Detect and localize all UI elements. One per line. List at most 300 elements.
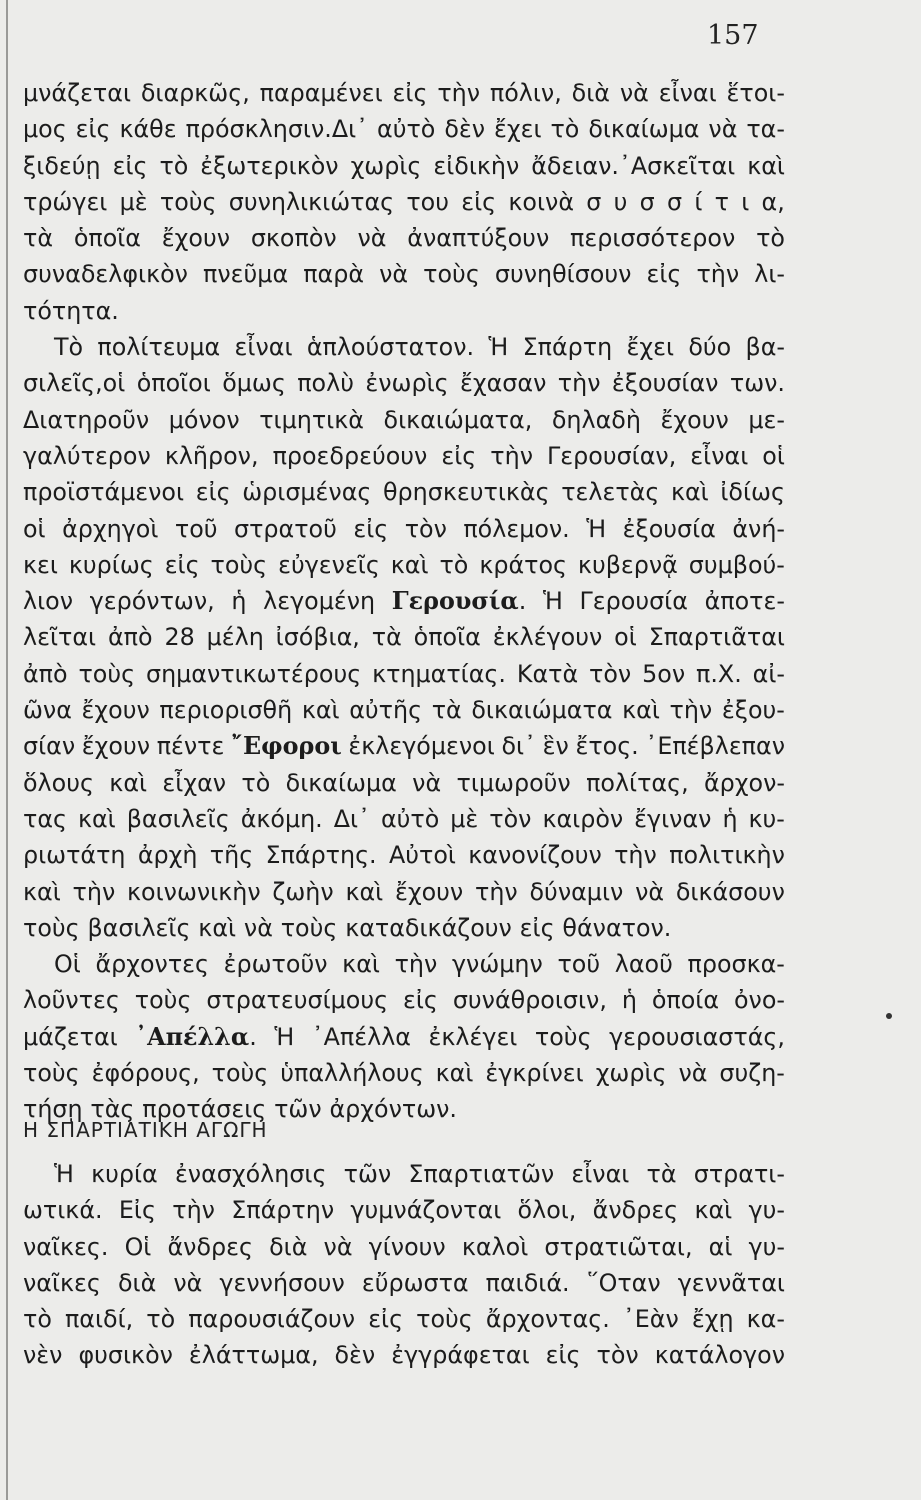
text-line [23,329,785,365]
word: βα- [745,333,785,362]
word: ἐρωτοῦν [223,950,328,979]
word: υ [613,187,628,216]
word: τὴν [557,369,601,398]
word: ὅλοι, [517,1196,577,1225]
word: τὴν [614,841,657,870]
word: διαρκῶς, [140,79,250,107]
word: ἐξουσίαν [611,369,719,398]
word: εἰς [403,986,438,1015]
word: καλοὶ [461,1232,529,1261]
word: εὔρωστα [361,1268,469,1297]
word: μος [23,115,67,144]
word: κυ- [748,804,785,833]
word: κράτος [479,550,567,579]
word: συνηθίσουν [494,260,632,289]
text-line [23,1019,785,1055]
stray-dot [886,1013,892,1019]
word: ριωτάτη [23,841,126,870]
word: τὰς [90,1095,135,1124]
word: ἄρχοντες [95,950,209,979]
text-line [23,874,785,910]
bold-term: ῎Εφοροι [231,732,342,761]
body-text-block-2 [23,1156,785,1374]
word: περισσότερον [570,224,736,253]
word: σ [586,187,602,216]
word: κει [23,550,58,579]
word: καὶ [109,768,148,797]
word: δικάσουν [675,877,785,906]
word: νὰ [173,1268,203,1297]
word: τα- [746,115,785,144]
word: συνάθροισιν, [452,986,607,1015]
word: νὰ [412,768,442,797]
word: ῞Οταν [586,1268,661,1297]
word: γερουσιαστάς, [609,1022,785,1051]
word: κτηματίας. [372,659,506,688]
word: νὰ [379,260,409,289]
text-line [23,293,785,329]
word: ἡ [621,986,637,1015]
text-line [23,583,785,619]
word: προεδρεύουν [272,441,428,470]
word: ἡ [231,587,247,616]
word: κλῆρον, [164,441,259,470]
word: ὁποῖα [413,623,481,652]
word: πρόσκλησιν.Δι᾽ [185,115,369,144]
word: τὸ [756,224,785,253]
word: ἐνασχόλησις [174,1160,327,1188]
word: ναῖκες. [23,1232,109,1261]
word: ἰδίως [720,478,785,507]
word: δικαίωμα [285,768,397,797]
bold-term: Γερουσία [391,587,519,616]
word: χωρὶς [350,151,422,180]
word: ἀπὸ [107,623,153,652]
word: ἐγκρίνει [485,1059,584,1088]
word: καὶ [198,913,237,942]
word: τιμητικὰ [259,405,364,434]
word: καὶ [694,1196,733,1225]
text-line [23,438,785,474]
word: ἰσόβια, [275,623,360,652]
word: ἄνδρες [167,1232,253,1261]
word: σημαντικωτέρους [145,659,362,688]
word: συμβού- [688,550,785,579]
text-line [23,365,785,401]
word: ὅμως [222,369,286,398]
word: ἐξωτερικὸν [200,151,339,180]
word: πέντε [156,732,225,761]
word: τὸ [159,151,189,180]
word: εἰς [461,187,497,216]
word: στρατοῦ [234,514,337,543]
word: διὰ [117,1268,157,1297]
word: ἀπὸ [23,659,68,688]
word: σίαν [23,732,76,761]
word: δικαίωμα [588,115,700,144]
word: ᾽Επέβλεπαν [645,732,785,761]
word: κοινωνικὴν [127,877,261,906]
word: τοὺς [159,187,217,216]
word: ἀκόμη. [240,804,323,833]
word: πολιτικὴν [669,841,785,870]
word: αὐτὸ [380,804,440,833]
word: Σπαρτιατῶν [408,1160,555,1188]
word: εἰς [195,478,231,507]
word: Ἡ [542,587,563,616]
word: ἔχῃ [691,1305,734,1334]
word: Ἡ [54,1160,74,1188]
word: τὸ [550,115,580,144]
word: οἱ [614,623,637,652]
word: ὅλους [23,768,94,797]
word: τὴν [437,79,481,107]
word: τας [23,804,67,833]
word: ἐκλεγόμενοι [348,732,495,761]
word: καὶ [301,696,340,725]
word: λεῖται [23,623,97,652]
word: οἱ [762,441,785,470]
word: τοὺς [210,550,268,579]
word: διὰ [571,79,610,107]
word: Σπαρτιᾶται [648,623,785,652]
word: δι᾽ [501,732,536,761]
word: κανονίζουν [468,841,602,870]
text-line [23,547,785,583]
word: τοῦ [557,950,601,979]
word: ὁποῖοι [136,369,211,398]
text-line [23,982,785,1018]
text-line [23,946,785,982]
word: στρατι- [693,1160,785,1188]
word: τὸ [146,1305,176,1334]
word: καὶ [747,151,785,180]
word: ναῖκες [23,1268,101,1297]
word: ἔχει [493,115,542,144]
word: Γερουσία [579,587,688,616]
word: δηλαδὴ [551,405,641,434]
word: 5ον [642,659,686,688]
word: παιδί, [64,1305,134,1334]
word: χωρὶς [595,1059,667,1088]
word: ἔχει [626,333,675,362]
word: τὰ [646,1160,677,1188]
word: καὶ [435,1059,474,1088]
word: τοὺς [416,1305,473,1334]
word: τὴν [394,950,438,979]
word: γερόντων, [89,587,215,616]
word: λεγομένη [263,587,376,616]
word: τὴν [696,260,740,289]
word: τήσῃ [23,1095,83,1124]
word: τὸ [23,1305,52,1334]
word: λι- [754,260,785,289]
word: εἰς [441,441,477,470]
word: ἄρχοντας. [485,1305,610,1334]
word: ἔχασαν [460,369,547,398]
word: κάθε [119,115,177,144]
word: τὸ [439,550,469,579]
bold-term: ᾽Απέλλα [135,1022,250,1051]
word: ἐξου- [721,696,785,725]
text-line [23,474,785,510]
text-line [23,111,785,147]
word: σκοπὸν [250,224,337,253]
word: σιλεῖς,οἱ [23,369,126,398]
word: νὰ [357,224,387,253]
word: ῶνα [23,696,72,725]
word: ωτικά. [23,1196,103,1225]
word: ἄδειαν.᾽Ασκεῖται [531,151,736,180]
word: παρὰ [303,260,365,289]
text-line [23,148,785,184]
word: τρώγει [23,187,108,216]
text-line [23,402,785,438]
word: τὴν [475,877,518,906]
word: τότητα. [23,296,119,325]
word: τελετὰς [561,478,660,507]
text-line [23,1192,785,1228]
word: τοὺς [280,913,338,942]
word: εἶναι [658,79,717,107]
word: με- [748,405,785,434]
word: βασιλεῖς [126,804,230,833]
word: τ [714,187,729,216]
text-line [23,1337,785,1373]
word: γίνουν [368,1232,446,1261]
word: πνεῦμα [203,260,289,289]
word: μὲ [119,187,148,216]
text-line [23,220,785,256]
text-line [23,728,785,764]
word: δύο [688,333,732,362]
text-line [23,801,785,837]
word: τῶν [343,1160,392,1188]
word: συζη- [719,1059,785,1088]
word: μόνον [168,405,240,434]
word: συναδελφικὸν [23,260,188,289]
page-number: 157 [707,20,759,51]
word: πόλεμον. [463,514,570,543]
word: Αὐτοὶ [388,841,456,870]
word: γαλύτερον [23,441,151,470]
body-text-block-1 [23,75,785,1128]
word: τοὺς [423,260,480,289]
word: Σπάρτη [522,333,613,362]
text-line [23,619,785,655]
word: αἱ [708,1232,733,1261]
word: Δι᾽ [333,804,370,833]
word: ἔτος. [575,732,639,761]
word: ἐγγράφεται [391,1341,530,1370]
word: τὰ [371,623,402,652]
word: εἰς [545,1341,581,1370]
word: Διατηροῦν [23,405,150,434]
word: εἶναι [234,333,293,362]
word [231,728,342,764]
word: ὑπαλλήλους [280,1059,424,1088]
word: ὀνο- [733,986,785,1015]
word: προσκα- [687,950,785,979]
word: τῆς [209,841,254,870]
word: εὐγενεῖς [278,550,380,579]
word: νὰ [323,1232,353,1261]
word: συνηλικιώτας [228,187,395,216]
word: α, [761,187,785,216]
word: καιρὸν [542,804,624,833]
text-line [23,910,785,946]
word: Εἰς [118,1196,156,1225]
word: κατάλογον [654,1341,785,1370]
word: ἐλάττωμα, [188,1341,319,1370]
word: 28 [164,623,195,652]
word: τὰ [23,224,54,253]
word: του [406,187,450,216]
word: ἕτοι- [726,79,785,107]
text-line [23,1301,785,1337]
word: καὶ [342,950,380,979]
word: ἐφόρους, [91,1059,200,1088]
word: ἔχουν [395,877,464,906]
word: δὲν [444,115,486,144]
word: δικαιώματα, [383,405,533,434]
word: Σπάρτης. [265,841,377,870]
word: σ [639,187,655,216]
word: ι [741,187,750,216]
word: πολίτευμα [97,333,221,362]
word: πολὺ [297,369,354,398]
word: ὁποία [651,986,720,1015]
word: πολίτας, [586,768,689,797]
word: τιμωροῦν [456,768,571,797]
word: γνώμην [451,950,543,979]
word: γυμνάζονται [350,1196,502,1225]
text-line [23,1055,785,1091]
word: τοὺς [211,1059,269,1088]
word: νὲν [23,1341,63,1370]
word: εἰδικὴν [433,151,520,180]
section-heading: Η ΣΠΑΡΤΙΑΤΙΚΗ ΑΓΩΓΗ [23,1118,268,1142]
word: τὰ [431,696,462,725]
word: σ [667,187,683,216]
word: ἓν [542,732,569,761]
word: ᾽Απέλλα [311,1022,411,1051]
word: ἐκλέγει [428,1022,518,1051]
word: Ἡ [488,333,509,362]
word: προτάσεις [142,1095,267,1124]
word: τοὺς [23,913,80,942]
word: στρατιῶται, [544,1232,693,1261]
word: τοὺς [78,659,136,688]
word: διὰ [269,1232,308,1261]
text-line [23,656,785,692]
word: ί [694,187,703,216]
word: τὴν [172,1196,215,1225]
word: ξιδεύῃ [23,151,101,180]
word: αἰ- [752,659,785,688]
word: ᾽Απέλλα. [135,1022,257,1051]
word: ἀρχόντων. [329,1095,457,1124]
word: ὁποῖα [73,224,141,253]
word: π.Χ. [696,659,742,688]
word: καὶ [77,804,116,833]
word: μέλη [206,623,264,652]
word: Σπάρτην [231,1196,335,1225]
word: ἄρχον- [704,768,785,797]
word: λοῦντες [23,986,120,1015]
word: ἀρχηγοὶ [62,514,159,543]
word: Γερουσίαν, [547,441,677,470]
word: νὰ [619,79,649,107]
word: τὸ [241,768,271,797]
word: αὐτῆς [349,696,423,725]
word: μὲ [450,804,479,833]
word: κοινὰ [508,187,575,216]
word: παιδιά. [485,1268,570,1297]
word: στρατευσίμους [206,986,389,1015]
word: περιορισθῆ [159,696,293,725]
word: ἔχουν [81,696,150,725]
word: τὴν [72,877,116,906]
word: τῶν [274,1095,322,1124]
word: καὶ [23,877,61,906]
word: φυσικὸν [78,1341,173,1370]
word: ἐνωρὶς [365,369,449,398]
word: Κατὰ [516,659,579,688]
word: ἀποτε- [704,587,785,616]
word: προϊστάμενοι [23,478,185,507]
word: ἀναπτύξουν [407,224,550,253]
word: Γερουσία. [391,587,527,616]
word: γυ- [748,1232,785,1261]
word: τὴν [490,441,533,470]
word: εἰς [392,79,428,107]
word: γυ- [748,1196,785,1225]
word: ἐκλέγουν [492,623,603,652]
word: καὶ [390,550,429,579]
word: γεννήσουν [219,1268,345,1297]
word: νὰ [708,115,738,144]
word: ἡ [722,804,738,833]
word: καταδικάζουν [345,913,512,942]
word: καὶ [622,696,660,725]
text-line [23,837,785,873]
word: Οἱ [54,950,81,979]
word: των. [729,369,785,398]
word: τὸν [596,1341,639,1370]
word: εἰς [353,514,389,543]
text-line [23,256,785,292]
word: κα- [746,1305,785,1334]
word: νὰ [243,913,273,942]
word: ἔγιναν [634,804,712,833]
word: γεννᾶται [677,1268,785,1297]
word: νὰ [678,1059,708,1088]
word: εἰς [112,151,148,180]
text-line [23,1229,785,1265]
word: δὲν [334,1341,376,1370]
word: καὶ [345,877,384,906]
word: ἀρχὴ [137,841,198,870]
word: τοὺς [23,1059,80,1088]
word: ἔχουν [81,732,151,761]
word: κυρίως [68,550,154,579]
word: εἰς [519,913,555,942]
word: ἄνδρες [592,1196,679,1225]
text-line [23,1156,785,1192]
word: Ἡ [274,1022,295,1051]
word: θάνατον. [562,913,672,942]
